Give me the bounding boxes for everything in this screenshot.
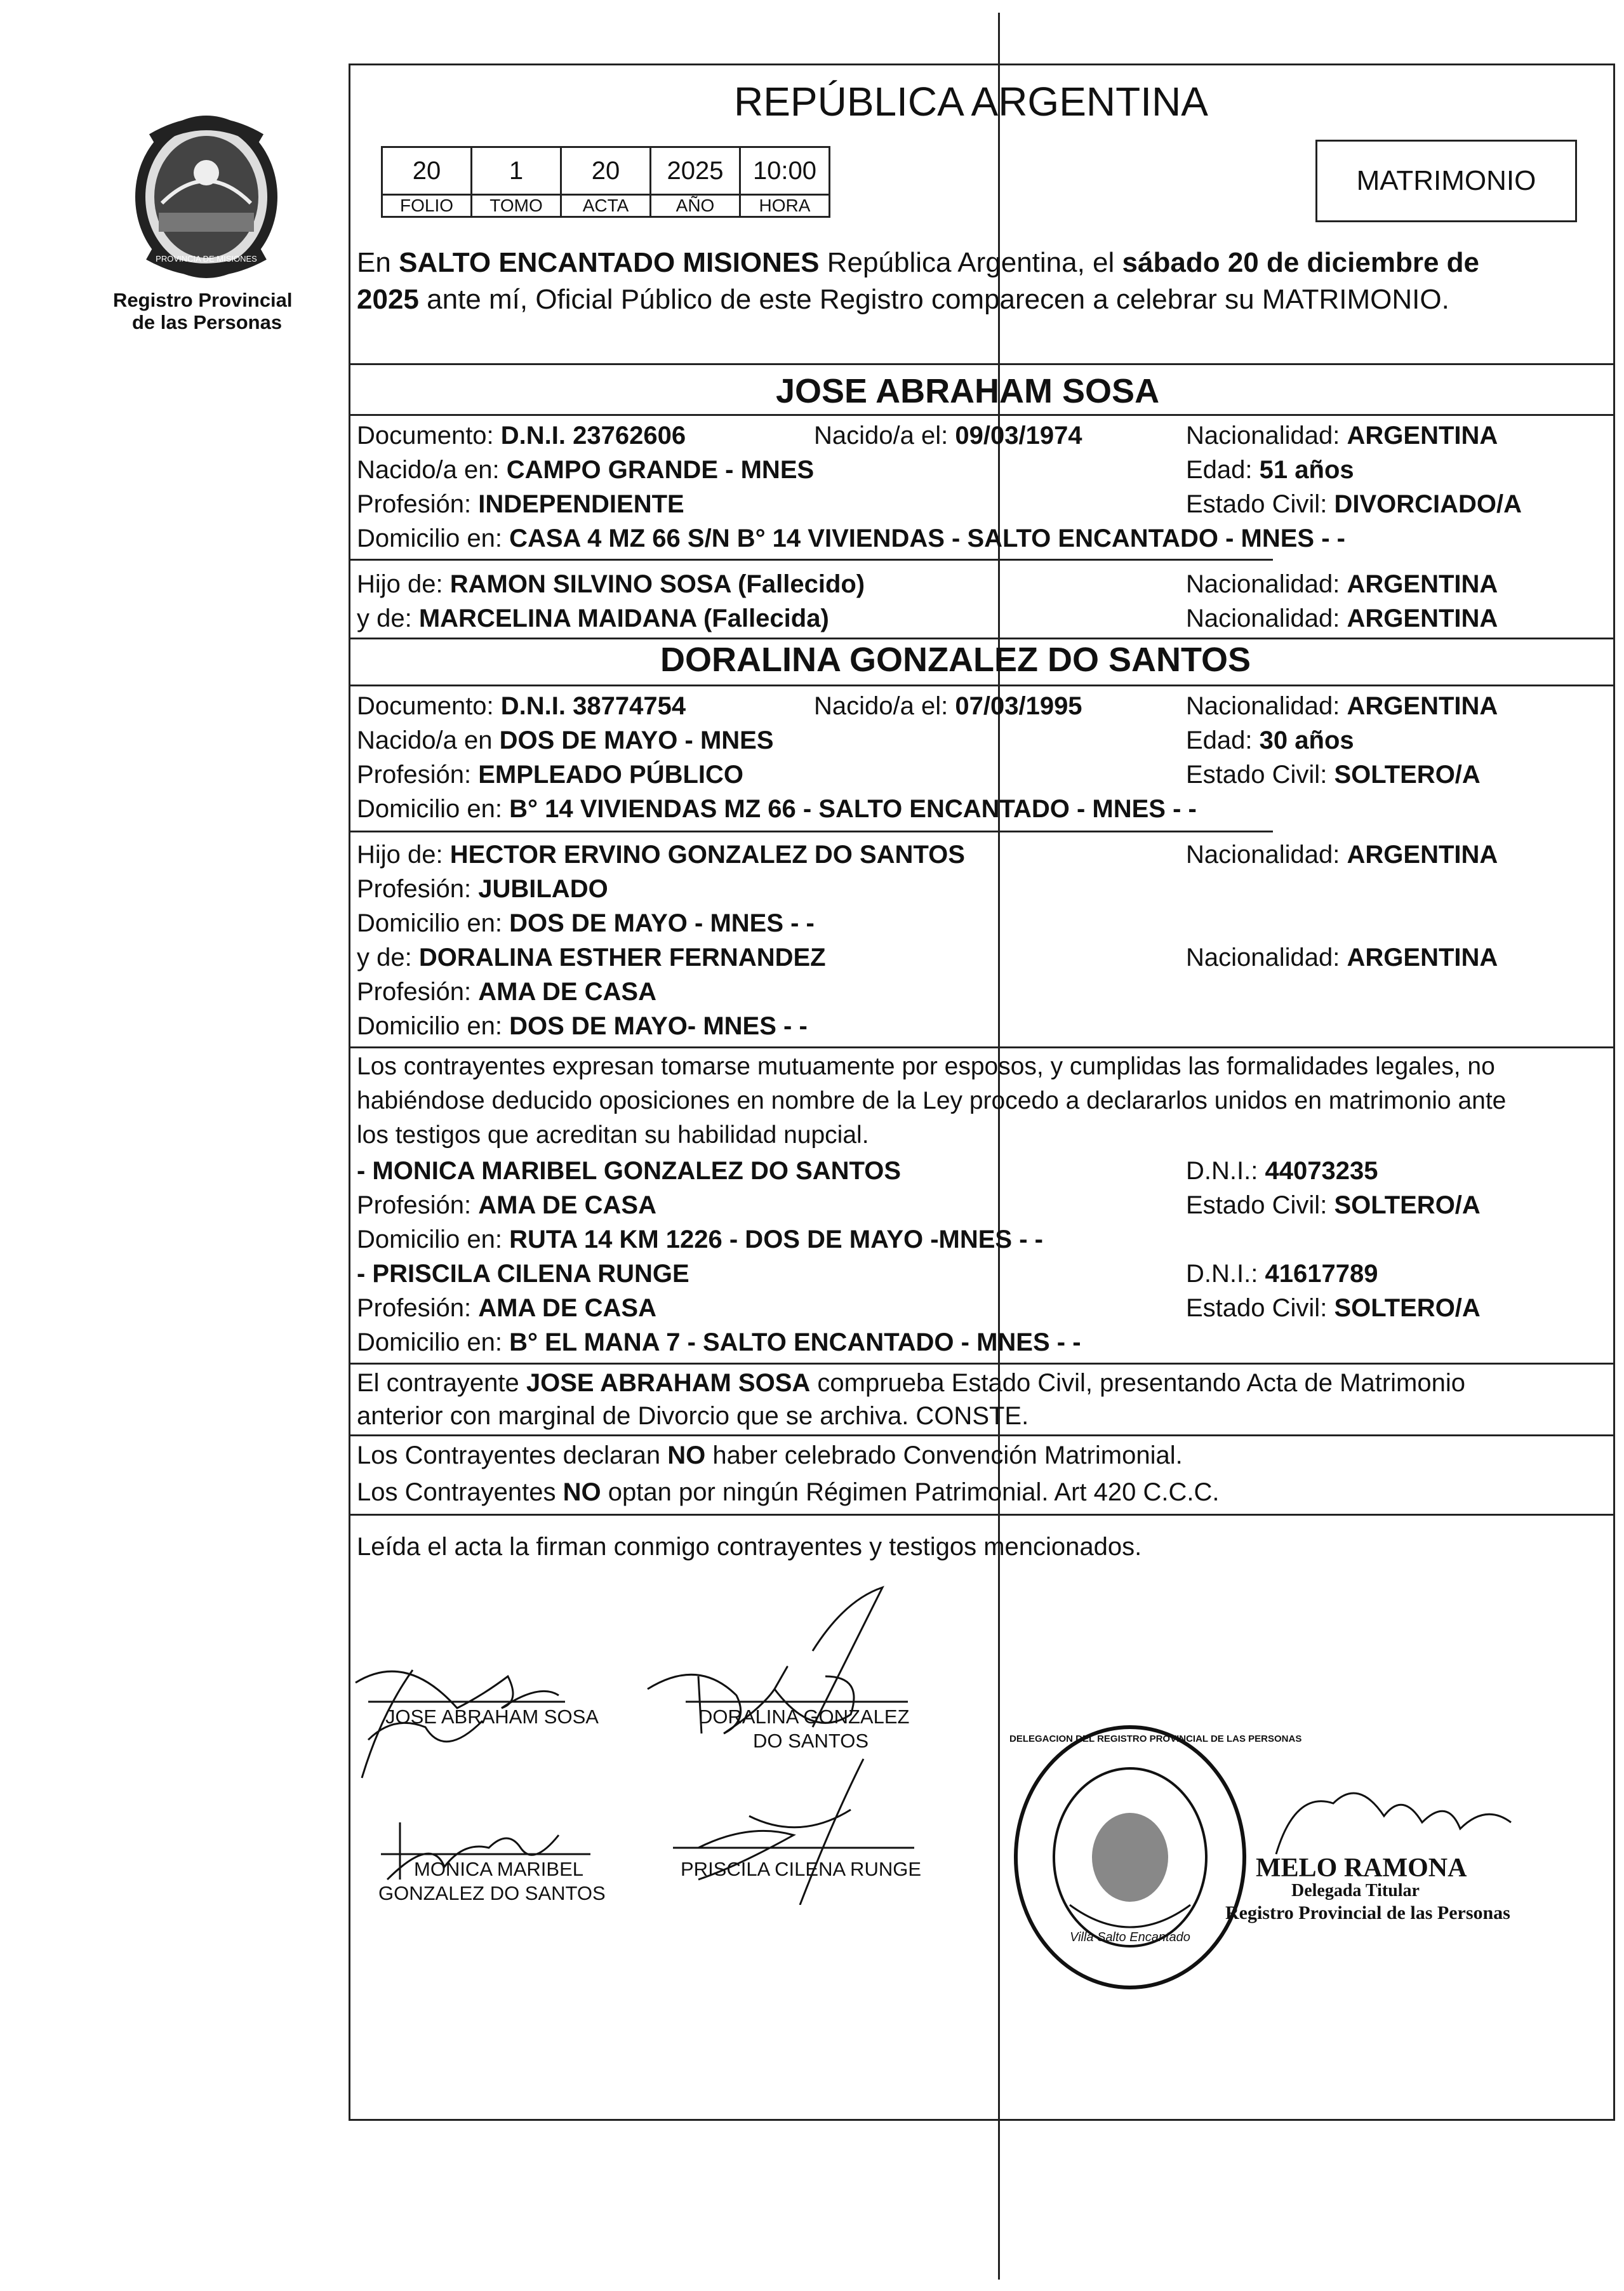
year-value: 2025 [651,147,740,195]
bride-name: DORALINA GONZALEZ DO SANTOS [660,641,1251,679]
emblem-text: PROVINCIA DE MISIONES [156,254,257,264]
stamp-inner-text: Villa Salto Encantado [1070,1930,1190,1944]
divider [349,1434,1615,1436]
bride-civil-status: Estado Civil: SOLTERO/A [1186,761,1481,789]
groom-birthplace: Nacido/a en: CAMPO GRANDE - MNES [357,456,815,484]
bride-document: Documento: D.N.I. 38774754 [357,692,686,720]
record-type-box: MATRIMONIO [1315,140,1577,222]
signature-caption-witness-1b: GONZALEZ DO SANTOS [378,1882,606,1904]
tomo-label: TOMO [472,195,561,217]
bride-profession: Profesión: EMPLEADO PÚBLICO [357,761,744,789]
time-label: HORA [740,195,830,217]
intro-line-1: En SALTO ENCANTADO MISIONES República Argentina, el sábado 20 de diciembre de [357,247,1479,278]
year-label: AÑO [651,195,740,217]
divider [349,363,1615,365]
divider [349,1363,1615,1365]
logo-caption-1: Registro Provincial [113,289,293,311]
witness-2-address: Domicilio en: B° EL MANA 7 - SALTO ENCANTADO - MNES - - [357,1328,1081,1356]
divider [349,414,1615,416]
signature-caption-witness-1a: MONICA MARIBEL [414,1858,583,1880]
declaration-line-3: los testigos que acreditan su habilidad nupcial. [357,1121,869,1149]
divider [349,831,1273,832]
bride-address: Domicilio en: B° 14 VIVIENDAS MZ 66 - SALTO ENCANTADO - MNES - - [357,795,1197,823]
groom-document: Documento: D.N.I. 23762606 [357,422,686,450]
officer-organization: Registro Provincial de las Personas [1225,1902,1510,1923]
folio-label: FOLIO [382,195,472,217]
groom-born: Nacido/a el: 09/03/1974 [814,422,1082,450]
witness-1-name: - MONICA MARIBEL GONZALEZ DO SANTOS [357,1157,902,1185]
bride-father-profession: Profesión: JUBILADO [357,875,608,903]
tomo-value: 1 [472,147,561,195]
scan-fold-line [998,13,1000,2280]
bride-nationality: Nacionalidad: ARGENTINA [1186,692,1498,720]
groom-mother: y de: MARCELINA MAIDANA (Fallecida) [357,604,829,632]
groom-father-nationality: Nacionalidad: ARGENTINA [1186,570,1498,598]
divider [349,559,1273,561]
groom-nationality: Nacionalidad: ARGENTINA [1186,422,1498,450]
divider [349,685,1615,686]
convention-line-1: Los Contrayentes declaran NO haber celebrado Convención Matrimonial. [357,1441,1183,1469]
official-stamp [1009,1721,1302,1994]
time-value: 10:00 [740,147,830,195]
witness-1-dni: D.N.I.: 44073235 [1186,1157,1378,1185]
signature-caption-groom: JOSE ABRAHAM SOSA [385,1706,599,1728]
acta-value: 20 [561,147,651,195]
bride-mother-address: Domicilio en: DOS DE MAYO- MNES - - [357,1012,808,1040]
divider [349,1046,1615,1048]
declaration-line-1: Los contrayentes expresan tomarse mutuamente por esposos, y cumplidas las formalidades legales, no [357,1053,1495,1080]
bride-age: Edad: 30 años [1186,726,1354,754]
bride-father-address: Domicilio en: DOS DE MAYO - MNES - - [357,909,815,937]
witness-2-name: - PRISCILA CILENA RUNGE [357,1260,689,1288]
groom-profession: Profesión: INDEPENDIENTE [357,490,684,518]
note-line-2: anterior con marginal de Divorcio que se archiva. CONSTE. [357,1402,1029,1430]
signature-caption-bride-2: DO SANTOS [753,1730,869,1752]
convention-line-2: Los Contrayentes NO optan por ningún Régimen Patrimonial. Art 420 C.C.C. [357,1478,1220,1506]
signature-caption-witness-2: PRISCILA CILENA RUNGE [681,1858,922,1880]
groom-name: JOSE ABRAHAM SOSA [776,372,1160,410]
divider [349,1514,1615,1516]
groom-address: Domicilio en: CASA 4 MZ 66 S/N B° 14 VIVIENDAS - SALTO ENCANTADO - MNES - - [357,524,1345,552]
logo-caption-2: de las Personas [132,311,283,333]
groom-age: Edad: 51 años [1186,456,1354,484]
stamp-ring-text: DELEGACION DEL REGISTRO PROVINCIAL DE LAS PERSONAS [1009,1733,1302,1744]
bride-mother: y de: DORALINA ESTHER FERNANDEZ [357,944,826,972]
bride-mother-profession: Profesión: AMA DE CASA [357,978,656,1006]
bride-born: Nacido/a el: 07/03/1995 [814,692,1082,720]
witness-1-profession: Profesión: AMA DE CASA [357,1191,656,1219]
groom-mother-nationality: Nacionalidad: ARGENTINA [1186,604,1498,632]
folio-value: 20 [382,147,472,195]
witness-2-profession: Profesión: AMA DE CASA [357,1294,656,1322]
divider [349,638,1615,639]
bride-father: Hijo de: HECTOR ERVINO GONZALEZ DO SANTOS [357,841,965,869]
bride-mother-nationality: Nacionalidad: ARGENTINA [1186,944,1498,972]
intro-line-2: 2025 ante mí, Oficial Público de este Registro comparecen a celebrar su MATRIMONIO. [357,284,1449,315]
groom-father: Hijo de: RAMON SILVINO SOSA (Fallecido) [357,570,865,598]
bride-father-nationality: Nacionalidad: ARGENTINA [1186,841,1498,869]
officer-name: MELO RAMONA [1256,1854,1467,1883]
bride-birthplace: Nacido/a en DOS DE MAYO - MNES [357,726,774,754]
acta-label: ACTA [561,195,651,217]
registry-logo [114,102,298,286]
witness-2-civil-status: Estado Civil: SOLTERO/A [1186,1294,1481,1322]
record-table [381,146,830,218]
officer-role: Delegada Titular [1291,1881,1420,1900]
witness-1-civil-status: Estado Civil: SOLTERO/A [1186,1191,1481,1219]
groom-civil-status: Estado Civil: DIVORCIADO/A [1186,490,1522,518]
note-line-1: El contrayente JOSE ABRAHAM SOSA comprueba Estado Civil, presentando Acta de Matrimonio [357,1369,1465,1397]
page-title: REPÚBLICA ARGENTINA [734,79,1208,124]
witness-1-address: Domicilio en: RUTA 14 KM 1226 - DOS DE MAYO -MNES - - [357,1226,1043,1253]
stamp-icon [1009,1721,1302,1994]
signature-caption-bride-1: DORALINA GONZALEZ [698,1706,910,1728]
declaration-line-2: habiéndose deducido oposiciones en nombre de la Ley procedo a declararlos unidos en matrimonio ante [357,1087,1507,1114]
closing-statement: Leída el acta la firman conmigo contrayentes y testigos mencionados. [357,1533,1142,1561]
witness-2-dni: D.N.I.: 41617789 [1186,1260,1378,1288]
